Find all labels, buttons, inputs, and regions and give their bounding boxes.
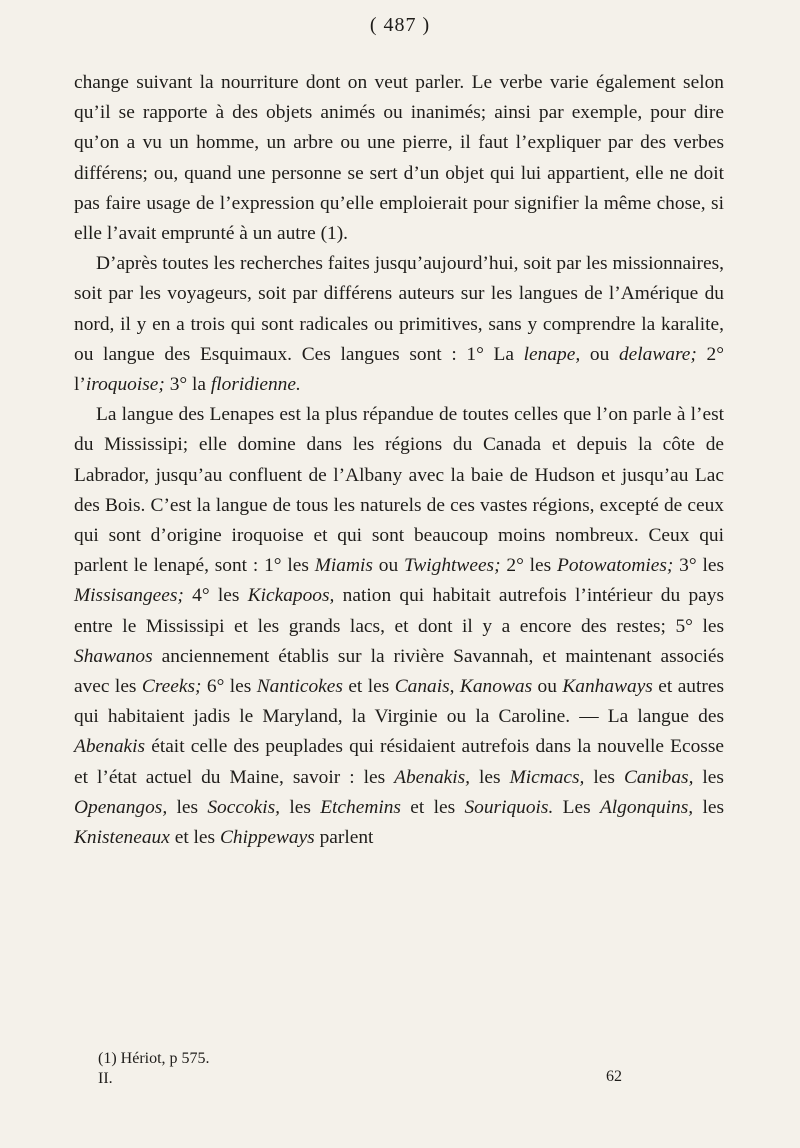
italic-name: Kickapoos,	[247, 585, 335, 607]
text-run: 4° les	[183, 585, 248, 607]
text-run: ou	[372, 555, 404, 577]
text-run: 3° les	[673, 555, 724, 577]
text-run: Les	[553, 796, 600, 818]
text-run: anciennement établis sur la rivière Savannah, et maintenant associés avec les	[74, 645, 724, 698]
text-run: les	[693, 796, 724, 818]
italic-name: Miamis	[314, 555, 373, 577]
text-run: les	[584, 766, 624, 788]
italic-name: Twightwees;	[403, 555, 501, 577]
text-run: les	[280, 796, 321, 818]
italic-name: delaware;	[618, 343, 697, 365]
text-run: et autres qui habitaient jadis le Maryland, la Virginie ou la Caroline. — La langue des	[74, 676, 724, 728]
italic-name: Knisteneaux	[74, 827, 170, 849]
text-run: parlent	[314, 827, 374, 849]
text-run: ou	[580, 343, 619, 365]
paragraph-1	[74, 68, 724, 249]
italic-name: Creeks;	[141, 676, 202, 698]
text-run: 6° les	[201, 676, 257, 698]
text-run: et les	[169, 827, 220, 849]
italic-name: lenape,	[523, 343, 581, 365]
text-run: les	[693, 766, 724, 788]
italic-name: floridienne.	[210, 374, 301, 396]
italic-name: Abenakis	[74, 736, 146, 758]
text-run: D’après toutes les recherches faites jusqu’aujourd’hui, soit par les missionnaires, soit par les voyageurs, soit par différens auteurs sur les langues de l’Amérique du nord, il y en a trois qui sont radicales ou primitives, sans y comprendre la karalite, ou langue des Esquimaux. Ces langues sont : 1° La	[74, 253, 724, 365]
italic-name: iroquoise;	[85, 374, 165, 396]
italic-name: Canais	[394, 676, 450, 698]
italic-name: Shawanos	[74, 645, 153, 667]
italic-name: Canibas,	[623, 766, 694, 788]
paragraph-2	[74, 249, 724, 400]
italic-name: Nanticokes	[256, 676, 343, 698]
text-run: 3° la	[164, 374, 211, 396]
text-run: ,	[449, 676, 460, 698]
italic-name: Souriquois.	[464, 796, 554, 818]
text-run: et les	[342, 676, 395, 698]
italic-name: Kanhaways	[562, 676, 653, 698]
body-text	[74, 68, 724, 853]
text-run: change suivant la nourriture dont on veut parler. Le verbe varie également selon qu’il se rapporte à des objets animés ou inanimés; ainsi par exemple, pour dire qu’on a vu un homme, un arbre ou une pierre, il faut l’expliquer par des verbes différens; ou, quand une personne se sert d’un objet qui lui appartient, elle ne doit pas faire usage de l’expression qu’elle emploierait pour signifier la même chose, si elle l’avait emprunté à un autre (1).	[74, 72, 724, 245]
italic-name: Kanowas	[459, 676, 533, 698]
footnote: (1) Hériot, p 575.	[98, 1050, 210, 1067]
text-run: La langue des Lenapes est la plus répandue de toutes celles que l’on parle à l’est du Mississipi; elle domine dans les régions du Canada et depuis la côte de Labrador, jusqu’au confluent de l’Albany avec la baie de Hudson et jusqu’au Lac des Bois. C’est la langue de tous les naturels de ces vastes régions, excepté de ceux qui sont d’origine iroquoise et qui sont beaucoup moins nombreux. Ceux qui parlent le lenapé, sont : 1° les	[74, 404, 724, 577]
italic-name: Etchemins	[320, 796, 401, 818]
italic-name: Missisangees;	[74, 585, 184, 607]
text-run: 2° l’	[74, 343, 724, 396]
paragraph-3	[74, 400, 724, 853]
italic-name: Micmacs,	[509, 766, 585, 788]
page-number: ( 487 )	[369, 14, 431, 36]
italic-name: Abenakis,	[394, 766, 471, 788]
text-run: ou	[532, 676, 563, 698]
italic-name: Algonquins,	[599, 796, 694, 818]
text-run: les	[470, 766, 510, 788]
text-run: était celle des peuplades qui résidaient autrefois dans la nouvelle Ecosse et l’état actuel du Maine, savoir : les	[74, 736, 724, 788]
italic-name: Chippeways	[219, 827, 315, 849]
italic-name: Openangos,	[74, 796, 168, 818]
italic-name: Soccokis,	[207, 796, 281, 818]
signature-mark-left: II.	[98, 1070, 113, 1087]
italic-name: Potowatomies;	[557, 555, 674, 577]
text-run: nation qui habitait autrefois l’intérieur du pays entre le Mississipi et les grands lacs, et dont il y a encore des restes; 5° les	[74, 585, 724, 637]
text-run: 2° les	[500, 555, 558, 577]
signature-mark-right: 62	[606, 1068, 622, 1085]
text-run: les	[167, 796, 208, 818]
text-run: et les	[400, 796, 465, 818]
